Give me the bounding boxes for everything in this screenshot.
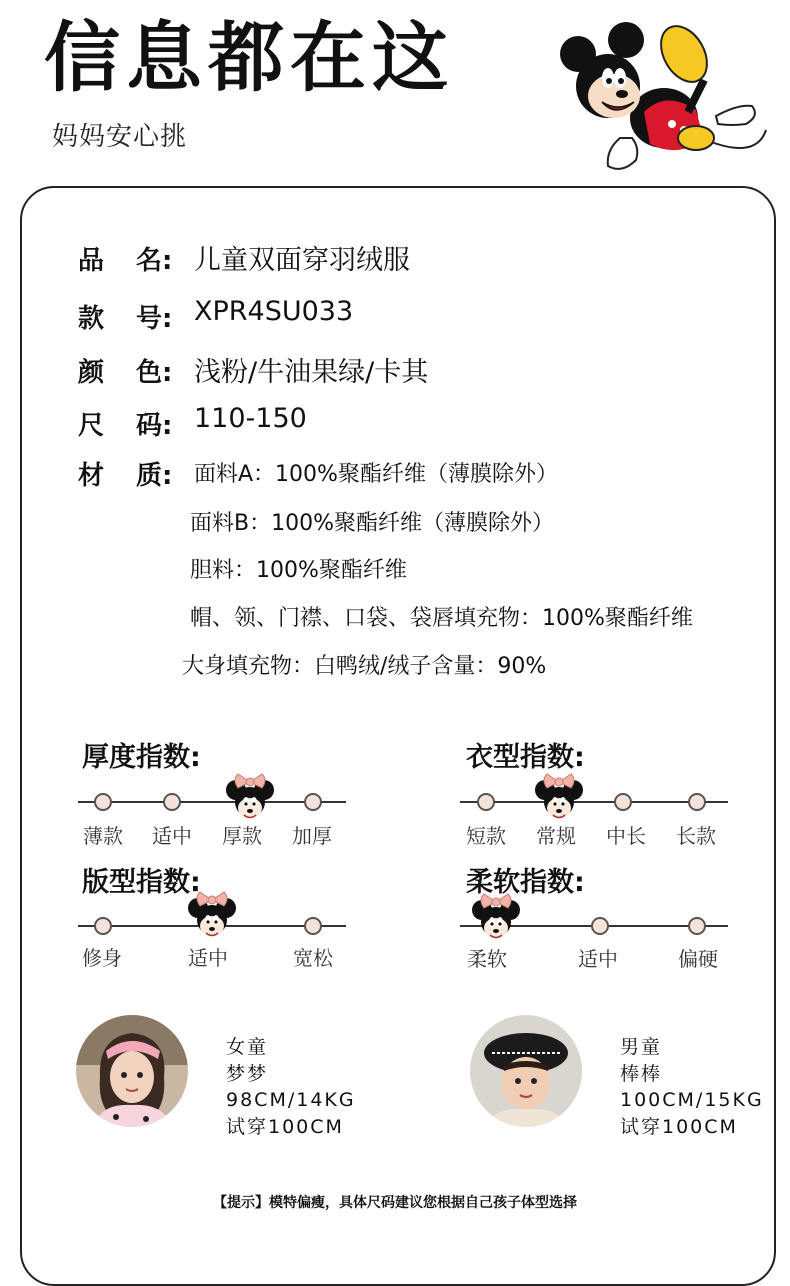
- boy-model-name: 棒棒: [620, 1062, 663, 1085]
- material-label-b: 质:: [136, 461, 173, 491]
- thickness-option-label: 厚款: [222, 824, 262, 848]
- page-subtitle: 妈妈安心挑: [52, 122, 188, 152]
- softness-option-dot[interactable]: [591, 917, 609, 935]
- name-value: 儿童双面穿羽绒服: [194, 245, 410, 276]
- girl-model-type: 女童: [226, 1036, 269, 1058]
- girl-model-stats: 98CM/14KG: [226, 1089, 356, 1111]
- boy-model-avatar: [470, 1015, 582, 1127]
- style-no-label-a: 款: [78, 304, 105, 334]
- cut-option-dot[interactable]: [304, 917, 322, 935]
- fit-type-option-dot[interactable]: [477, 793, 495, 811]
- girl-model-name: 梦梦: [226, 1062, 269, 1085]
- style-no-value: XPR4SU033: [194, 296, 354, 327]
- softness-index-title: 柔软指数:: [466, 867, 585, 898]
- material-line: 大身填充物：白鸭绒/绒子含量：90%: [182, 654, 547, 679]
- girl-model-fit: 试穿100CM: [226, 1115, 344, 1138]
- minnie-mouse-icon: [533, 770, 585, 822]
- boy-model-stats: 100CM/15KG: [620, 1089, 764, 1111]
- style-no-label-b: 号:: [136, 304, 173, 334]
- thickness-option-dot[interactable]: [94, 793, 112, 811]
- fit-type-option-label: 中长: [606, 824, 646, 848]
- material-line: 面料B：100%聚酯纤维（薄膜除外）: [190, 511, 554, 536]
- minnie-mouse-icon: [470, 890, 522, 942]
- girl-model-info: [226, 1034, 356, 1140]
- softness-option-label: 偏硬: [678, 947, 718, 971]
- fit-type-option-label: 常规: [536, 824, 576, 848]
- cut-index-title: 版型指数:: [82, 867, 201, 898]
- boy-model-fit: 试穿100CM: [620, 1115, 738, 1138]
- color-label-a: 颜: [78, 358, 105, 388]
- softness-option-label: 柔软: [467, 947, 507, 971]
- minnie-mouse-icon: [186, 888, 238, 940]
- thickness-option-dot[interactable]: [163, 793, 181, 811]
- fit-type-option-dot[interactable]: [688, 793, 706, 811]
- thickness-option-label: 薄款: [83, 824, 123, 848]
- softness-option-dot[interactable]: [688, 917, 706, 935]
- size-label-b: 码:: [136, 411, 173, 441]
- cut-option-label: 宽松: [293, 946, 333, 970]
- material-label-a: 材: [78, 461, 105, 491]
- thickness-option-label: 适中: [152, 824, 192, 848]
- cut-option-label: 修身: [82, 946, 122, 970]
- minnie-mouse-icon: [224, 770, 276, 822]
- color-label-b: 色:: [136, 358, 173, 388]
- size-label-a: 尺: [78, 411, 105, 441]
- thickness-option-dot[interactable]: [304, 793, 322, 811]
- fit-type-option-label: 长款: [676, 824, 716, 848]
- color-value: 浅粉/牛油果绿/卡其: [194, 357, 429, 388]
- size-value: 110-150: [194, 403, 307, 434]
- fit-type-index-title: 衣型指数:: [466, 742, 585, 773]
- cut-option-dot[interactable]: [94, 917, 112, 935]
- girl-model-avatar: [76, 1015, 188, 1127]
- size-tip-note: 【提示】模特偏瘦，具体尺码建议您根据自己孩子体型选择: [213, 1195, 577, 1211]
- page-title: 信息都在这: [44, 13, 454, 102]
- mickey-mouse-icon: [556, 20, 772, 182]
- thickness-index-title: 厚度指数:: [82, 742, 201, 773]
- material-line: 面料A：100%聚酯纤维（薄膜除外）: [194, 462, 558, 487]
- softness-option-label: 适中: [578, 947, 618, 971]
- name-label-b: 名:: [136, 246, 173, 276]
- boy-model-info: [620, 1034, 764, 1140]
- cut-option-label: 适中: [188, 946, 228, 970]
- material-line: 胆料：100%聚酯纤维: [190, 558, 407, 583]
- fit-type-option-label: 短款: [466, 824, 506, 848]
- boy-model-type: 男童: [620, 1036, 663, 1058]
- fit-type-option-dot[interactable]: [614, 793, 632, 811]
- material-line: 帽、领、门襟、口袋、袋唇填充物：100%聚酯纤维: [190, 606, 693, 631]
- name-label-a: 品: [78, 246, 105, 276]
- thickness-option-label: 加厚: [292, 824, 332, 848]
